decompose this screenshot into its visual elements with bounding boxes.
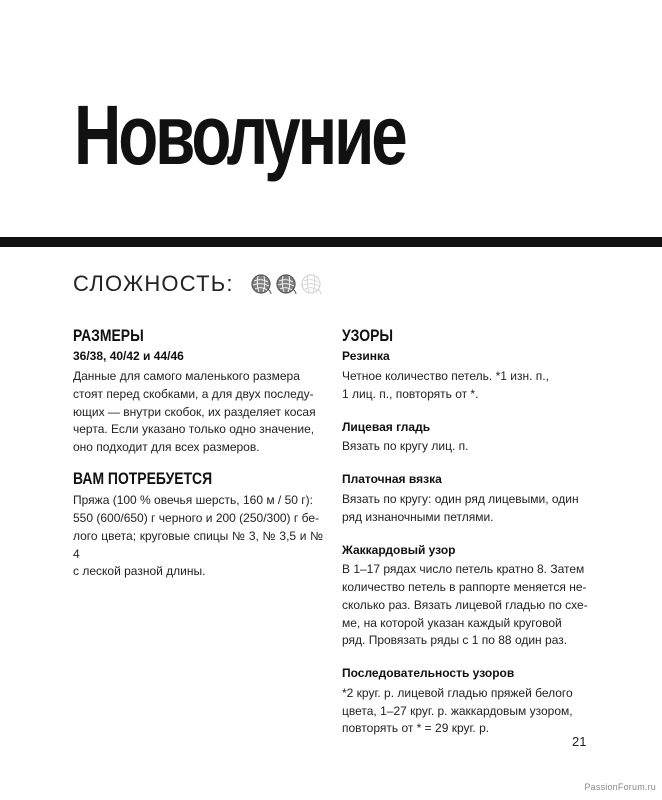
difficulty-rating xyxy=(73,270,322,298)
pattern-text: Вязать по кругу лиц. п. xyxy=(342,439,469,454)
pattern-title: Лицевая гладь xyxy=(342,419,431,434)
patterns-heading: УЗОРЫ xyxy=(342,326,394,345)
pattern-text: *2 круг. р. лицевой гладью пряжей белого цвета, 1–27 круг. р. жаккардовым узором, повторять от * = 29 круг. р. xyxy=(342,685,573,736)
title-divider xyxy=(0,237,662,247)
watermark: PassionForum.ru xyxy=(584,782,656,792)
page-number: 21 xyxy=(572,734,587,749)
pattern-text: Вязать по кругу: один ряд лицевыми, один ряд изнаночными петлями. xyxy=(342,492,579,524)
pattern-text: Четное количество петель. *1 изн. п., 1 лиц. п., повторять от *. xyxy=(342,369,549,401)
yarn-ball-icon xyxy=(300,273,322,295)
materials-text: Пряжа (100 % овечья шерсть, 160 м / 50 г): 550 (600/650) г черного и 200 (250/300) г бе- лого цвета; круговые спицы № 3, № 3,5 и № 4 с леской разной длины. xyxy=(73,493,323,579)
right-column xyxy=(342,326,592,738)
pattern-text: В 1–17 рядах число петель кратно 8. Затем количество петель в раппорте меняется не- сколько раз. Вязать лицевой гладью по схе- ме, на которой указан каждый круговой ряд. Провязать ряды с 1 по 88 один раз. xyxy=(342,562,588,648)
sizes-heading: РАЗМЕРЫ xyxy=(73,326,144,345)
materials-heading: ВАМ ПОТРЕБУЕТСЯ xyxy=(73,468,213,488)
difficulty-balls xyxy=(250,273,322,295)
sizes-list: 36/38, 40/42 и 44/46 xyxy=(73,349,184,364)
yarn-ball-icon xyxy=(250,273,272,295)
pattern-title: Последовательность узоров xyxy=(342,666,515,681)
pattern-title: Платочная вязка xyxy=(342,472,442,487)
yarn-ball-icon xyxy=(275,273,297,295)
difficulty-label: СЛОЖНОСТЬ: xyxy=(73,271,234,296)
page-title: Новолуние xyxy=(74,88,405,182)
pattern-title: Резинка xyxy=(342,349,390,364)
sizes-text: Данные для самого маленького размера стоят перед скобками, а для двух последу- ющих — внутри скобок, их разделяет косая черта. Если указано только одно значение, оно подходит для всех размеров. xyxy=(73,369,316,455)
pattern-title: Жаккардовый узор xyxy=(342,542,456,557)
left-column xyxy=(73,326,323,581)
